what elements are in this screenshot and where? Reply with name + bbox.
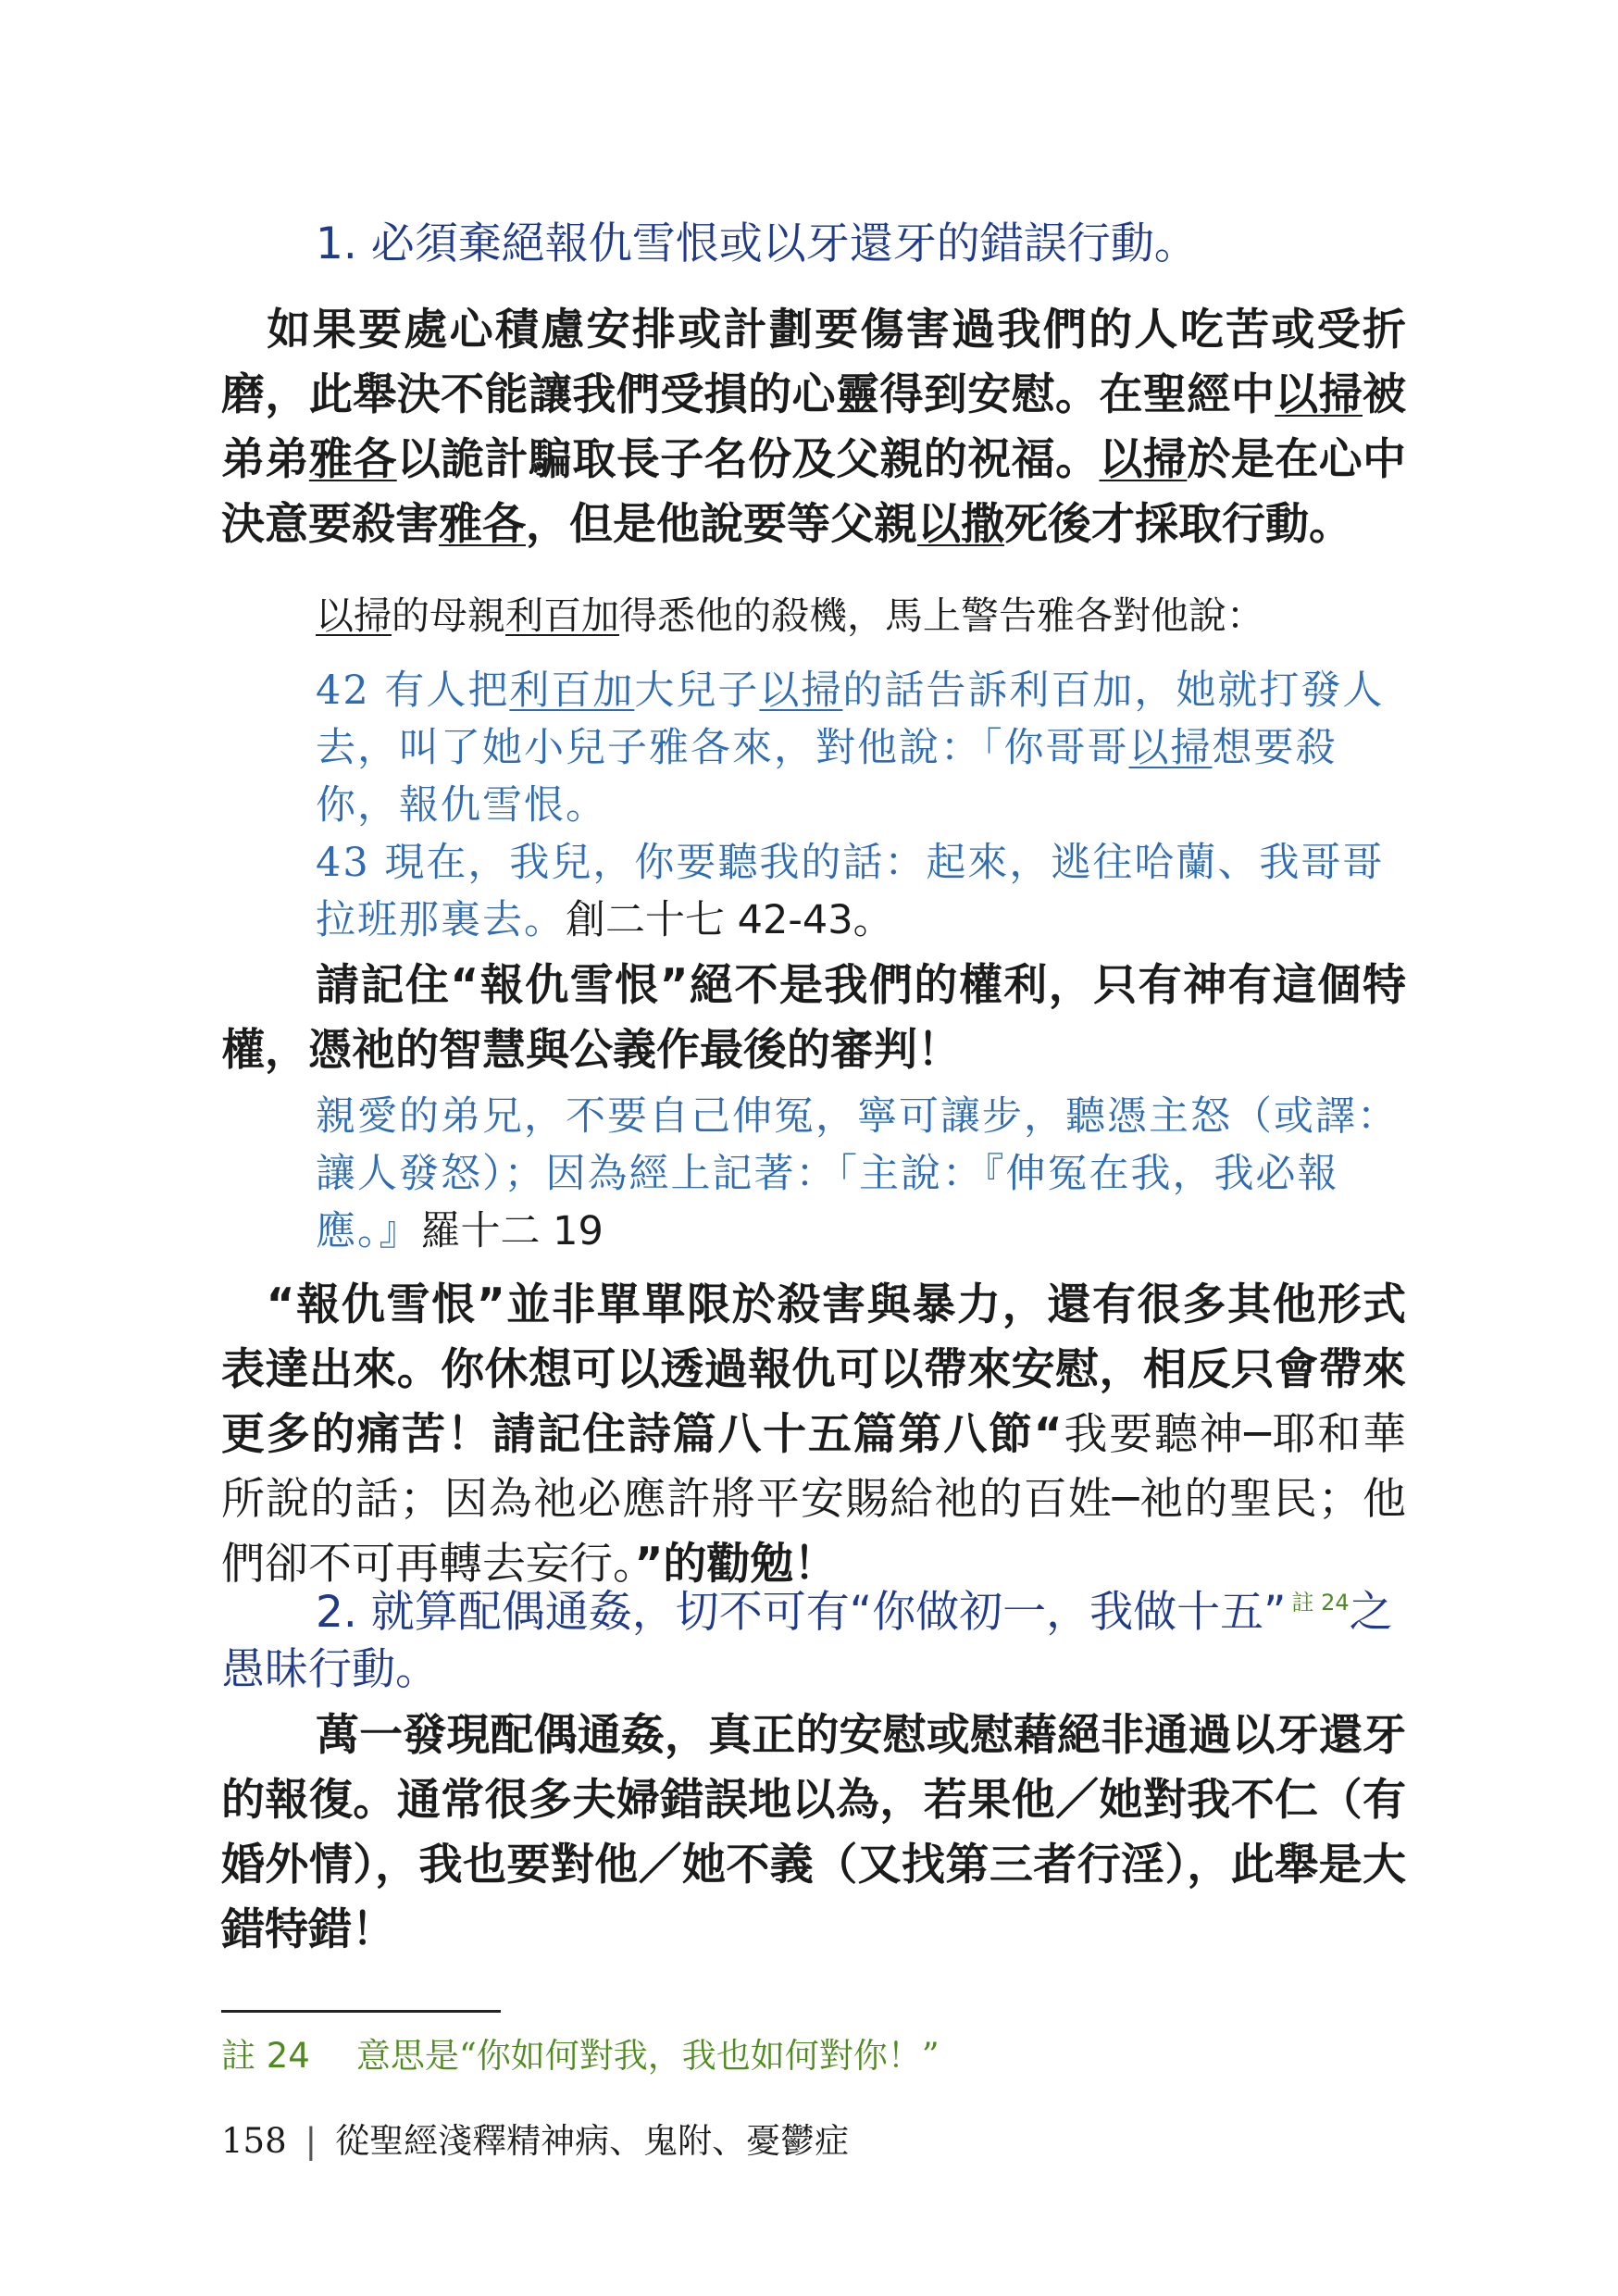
footnote-marker-24[interactable]: 註 24	[1291, 1590, 1350, 1616]
page-footer	[221, 2118, 849, 2165]
text-run: 大兒子	[634, 668, 760, 714]
footnote-divider	[221, 2010, 501, 2013]
scripture-reference-romans: 羅十二 19	[420, 1208, 604, 1254]
text-run: 得悉他的殺機，馬上警告雅各對他說：	[619, 593, 1264, 638]
section-1-paragraph-1	[221, 298, 1406, 557]
scripture-quote-romans-text: 親愛的弟兄，不要自己伸冤，寧可讓步，聽憑主怒（或譯：讓人發怒）；因為經上記著：「主說：『伸冤在我，我必報應。』	[316, 1093, 1399, 1254]
text-run: 死後才採取行動。	[1004, 499, 1352, 550]
footnote-label: 註 24	[221, 2036, 310, 2076]
underlined-name: 雅各	[439, 499, 526, 550]
text-run: ，但是他說要等父親	[526, 499, 917, 550]
underlined-name: 以掃	[1099, 434, 1188, 485]
text-run: 的話告訴利百加，她就打發人去，叫了她小兒子雅各來，對他說：「你哥哥	[316, 668, 1385, 771]
section-1-heading: 1. 必須棄絕報仇雪恨或以牙還牙的錯誤行動。	[316, 218, 1198, 269]
footnote-24	[221, 2033, 940, 2079]
section-2-paragraph-1: 萬一發現配偶通姦，真正的安慰或慰藉絕非通過以牙還牙的報復。通常很多夫婦錯誤地以為，若果他／她對我不仁（有婚外情），我也要對他／她不義（又找第三者行淫），此舉是大錯特錯！	[221, 1710, 1406, 1955]
underlined-name: 以掃	[316, 593, 392, 638]
section-2-heading	[221, 1574, 1415, 1699]
paragraph-4-end: ”的勸勉！	[634, 1539, 838, 1590]
text-run: 想要殺你，報仇雪恨。	[316, 725, 1338, 829]
section-1-paragraph-3: 請記住“報仇雪恨”絕不是我們的權利，只有神有這個特權，憑祂的智慧與公義作最後的審判！	[221, 960, 1406, 1076]
underlined-name: 利百加	[505, 593, 619, 638]
underlined-name: 以掃	[1275, 369, 1363, 420]
paragraph-4-main: “報仇雪恨”並非單單限於殺害與暴力，還有很多其他形式表達出來。你休想可以透過報仇可以帶來安慰，相反只會帶來更多的痛苦！請記住詩篇八十五篇第八節“	[221, 1279, 1406, 1460]
footnote-text: 意思是“你如何對我，我也如何對你！”	[355, 2036, 940, 2076]
underlined-name: 利百加	[509, 668, 635, 714]
section-2-heading-part-b: 之愚昧行動。	[221, 1587, 1393, 1695]
scripture-reference-genesis: 創二十七 42-43。	[566, 897, 893, 943]
scripture-quote-romans	[316, 1088, 1406, 1260]
text-run: 如果要處心積慮安排或計劃要傷害過我們的人吃苦或受折磨，此舉決不能讓我們受損的心靈得到安慰。在聖經中	[221, 305, 1406, 420]
text-run: 的母親	[392, 593, 505, 638]
section-1-paragraph-2	[316, 588, 1406, 643]
underlined-name: 以撒	[917, 499, 1004, 550]
scripture-quote-genesis	[316, 662, 1406, 949]
text-run: 以詭計騙取長子名份及父親的祝福。	[396, 434, 1100, 485]
page-number: 158	[221, 2121, 287, 2161]
text-run: 42 有人把	[316, 668, 510, 714]
section-1-paragraph-4	[221, 1273, 1406, 1597]
text-run: 於是在心中決意要殺害	[221, 434, 1407, 550]
footer-separator: |	[305, 2121, 317, 2161]
underlined-name: 以掃	[1128, 725, 1213, 771]
book-title: 從聖經淺釋精神病、鬼附、憂鬱症	[335, 2121, 850, 2161]
scripture-quote-genesis-v43: 43 現在，我兒，你要聽我的話：起來，逃往哈蘭、我哥哥拉班那裏去。	[316, 840, 1385, 943]
psalm-85-8-verse: 我要聽神─耶和華所說的話；因為祂必應許將平安賜給祂的百姓─祂的聖民；他們卻不可再轉去妄行。	[221, 1409, 1407, 1590]
underlined-name: 以掃	[759, 668, 843, 714]
section-2-heading-part-a: 2. 就算配偶通姦，切不可有“你做初一，我做十五”	[316, 1587, 1287, 1638]
underlined-name: 雅各	[308, 434, 397, 485]
text-run: 被弟弟	[221, 369, 1407, 485]
scripture-quote-genesis-v42	[316, 668, 1384, 829]
